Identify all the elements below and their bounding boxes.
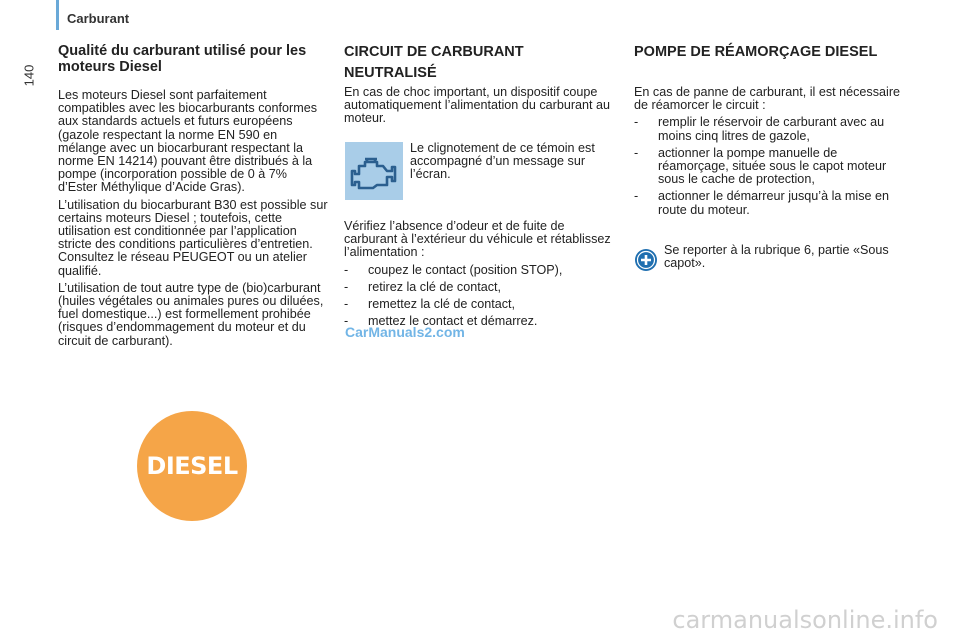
- page-number-text: 140: [21, 64, 37, 87]
- plus-info-icon: [634, 248, 658, 272]
- fuel-quality-paragraph: L’utilisation du biocarburant B30 est possible sur certains moteurs Diesel ; toutefois, cette utilisation est conditionnée par l’application stricte des conditions particulières d’entretien. Consultez le réseau PEUGEOT ou un atelier qualifié.: [58, 197, 328, 278]
- priming-steps-list: [634, 116, 910, 216]
- fuel-quality-title: Qualité du carburant utilisé pour les moteurs Diesel: [58, 43, 307, 75]
- list-item: - retirez la clé de contact,: [344, 281, 616, 294]
- fuel-quality-paragraph: L’utilisation de tout autre type de (bio)carburant (huiles végétales ou animales pures ou diluées, fuel domestique...) est formellement prohibée (risques d’endommagement du moteur et du circuit de carburant).: [58, 280, 324, 348]
- fuel-circuit-steps: [344, 220, 616, 332]
- page-number: [21, 60, 40, 90]
- list-item: - remettez la clé de contact,: [344, 298, 616, 311]
- list-item: - actionner la pompe manuelle de réamorçage, située sous le capot moteur sous le cache de protection,: [634, 147, 910, 187]
- fuel-quality-paragraph: Les moteurs Diesel sont parfaitement compatibles avec les biocarburants conformes aux standards actuels et futurs européens (gazole respectant la norme EN 590 en mélange avec un biocarburant respectant la norme EN 14214) pouvant être distribués à la pompe (incorporation possible de 0 à 7% d’Ester Méthylique d’Acide Gras).: [58, 88, 317, 195]
- fuel-check-text: Vérifiez l’absence d’odeur et de fuite de carburant à l’extérieur du véhicule et rétablissez l’alimentation :: [344, 219, 611, 260]
- restore-steps-list: [344, 264, 616, 329]
- fuel-quality-body: [58, 89, 328, 352]
- engine-warning-icon: [345, 142, 403, 200]
- section-title: Carburant: [67, 11, 130, 26]
- list-item: - mettez le contact et démarrez.: [344, 315, 616, 328]
- fuel-circuit-intro: [344, 86, 616, 130]
- diesel-badge-label: DIESEL: [146, 452, 238, 480]
- fuel-circuit-title: CIRCUIT DE CARBURANT NEUTRALISÉ: [344, 44, 524, 81]
- priming-pump-body: [634, 86, 910, 221]
- list-item: - remplir le réservoir de carburant avec au moins cinq litres de gazole,: [634, 116, 910, 142]
- priming-pump-title: POMPE DE RÉAMORÇAGE DIESEL: [634, 44, 878, 60]
- priming-pump-intro: En cas de panne de carburant, il est nécessaire de réamorcer le circuit :: [634, 85, 901, 113]
- list-item: - actionner le démarreur jusqu’à la mise en route du moteur.: [634, 190, 910, 216]
- header-accent-bar: [56, 0, 59, 30]
- list-item: - coupez le contact (position STOP),: [344, 264, 616, 277]
- watermark-carmanuals2: CarManuals2.com: [345, 324, 465, 340]
- diesel-badge: [137, 411, 247, 521]
- warning-light-text: Le clignotement de ce témoin est accompagné d’un message sur l’écran.: [410, 141, 595, 182]
- watermark-carmanualsonline: carmanualsonline.info: [672, 606, 938, 634]
- fuel-circuit-intro-text: En cas de choc important, un dispositif coupe automatiquement l’alimentation du carburant au moteur.: [344, 85, 611, 126]
- info-reference-text: Se reporter à la rubrique 6, partie «Sous capot».: [664, 243, 889, 271]
